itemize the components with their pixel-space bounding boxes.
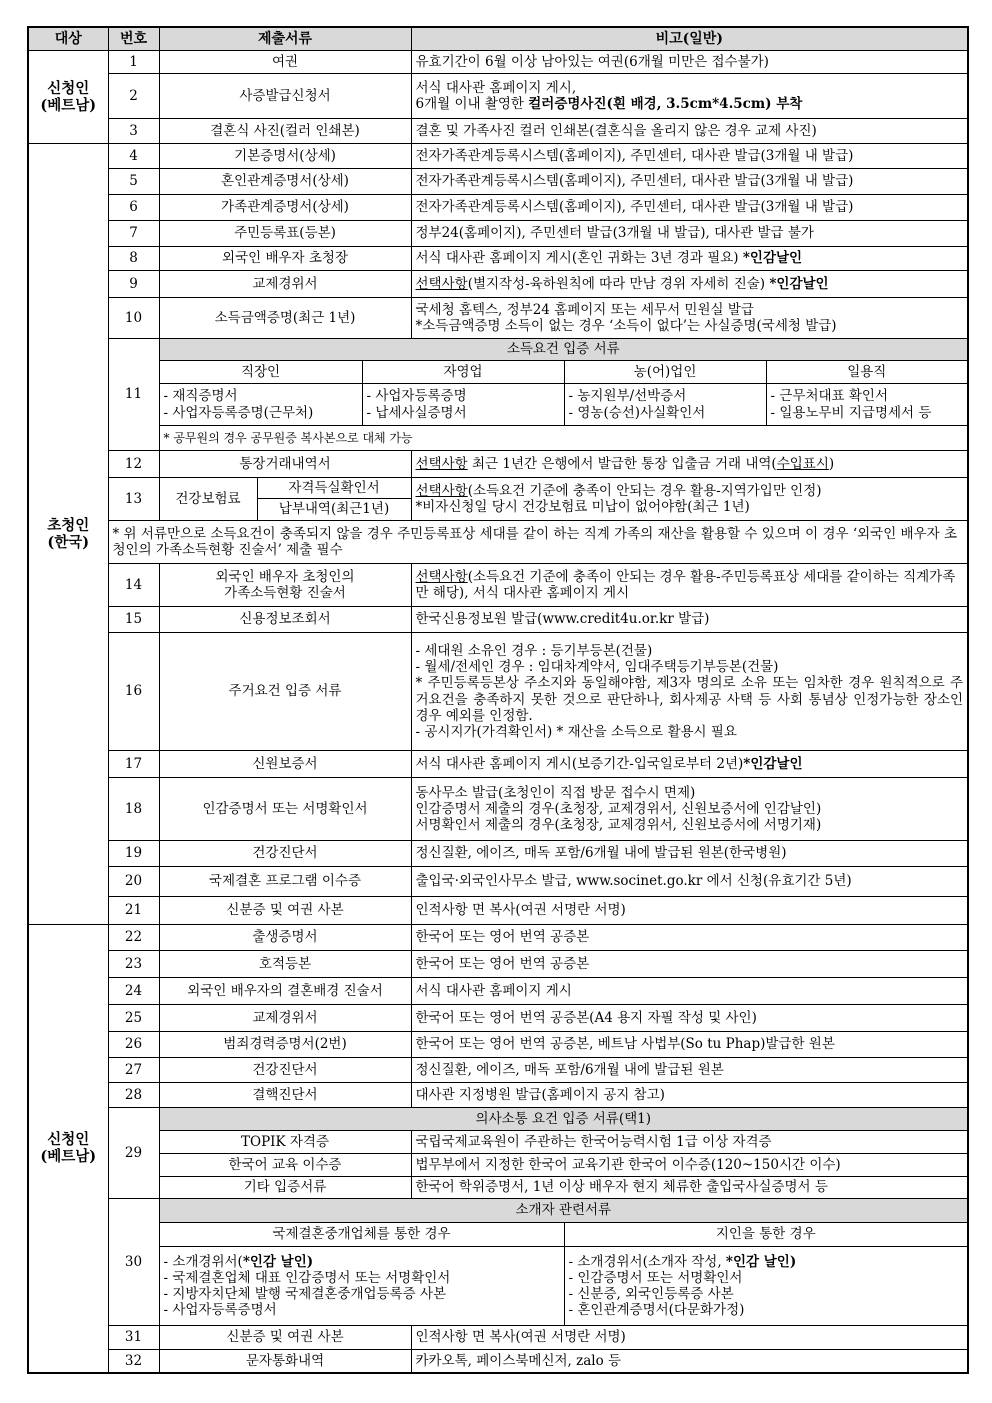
row-doc: 신분증 및 여권 사본	[159, 1326, 411, 1350]
row-note: 동사무소 발급(초청인이 직접 방문 접수시 면제) 인감증명서 제출의 경우(초청장, 교제경위서, 신원보증서에 인감날인) 서명확인서 제출의 경우(초청장, 교제경위서, 신원보증서에 서명기재)	[411, 778, 968, 841]
income-items-list: - 재직증명서 - 사업자등록증명(근무처)	[159, 384, 362, 426]
income-footnote: * 공무원의 경우 공무원증 복사본으로 대체 가능	[159, 426, 968, 451]
row-note: 한국어 또는 영어 번역 공증본	[411, 951, 968, 978]
row-doc: 통장거래내역서	[159, 451, 411, 478]
row-no: 3	[108, 119, 159, 144]
row-no: 21	[108, 897, 159, 925]
row-note: 전자가족관계등록시스템(홈페이지), 주민센터, 대사관 발급(3개월 내 발급)	[411, 169, 968, 195]
income-items-list: - 사업자등록증명 - 납세사실증명서	[362, 384, 564, 426]
row-note	[411, 751, 968, 778]
list-text: - 인감증명서 또는 서명확인서 - 신분증, 외국인등록증 사본 - 혼인관계증명서(다문화가정)	[568, 1269, 745, 1319]
row-note: 서식 대사관 홈페이지 게시	[411, 978, 968, 1005]
row-doc: 건강보험료	[159, 478, 257, 521]
income-note-row	[28, 521, 968, 564]
row-no: 8	[108, 247, 159, 271]
table-row	[28, 451, 968, 478]
row-note	[411, 74, 968, 119]
row-doc: 사증발급신청서	[159, 74, 411, 119]
table-row	[28, 633, 968, 751]
row-doc: 기본증명서(상세)	[159, 144, 411, 169]
row-note	[411, 478, 968, 521]
row-no: 10	[108, 298, 159, 339]
row-note: 정신질환, 에이즈, 매독 포함/6개월 내에 발급된 원본	[411, 1058, 968, 1083]
row-no: 9	[108, 271, 159, 298]
row-no: 30	[108, 1199, 159, 1326]
row-no: 4	[108, 144, 159, 169]
row-doc: 신분증 및 여권 사본	[159, 897, 411, 925]
income-category: 일용직	[766, 361, 968, 384]
table-row	[28, 841, 968, 867]
row-no: 2	[108, 74, 159, 119]
row-doc: 주거요건 입증 서류	[159, 633, 411, 751]
list-text: - 국제결혼업체 대표 인감증명서 또는 서명확인서 - 지방자치단체 발행 국제결혼중개업등록증 사본 - 사업자등록증명서	[163, 1269, 451, 1319]
row-doc: 인감증명서 또는 서명확인서	[159, 778, 411, 841]
note-bold: *인감날인	[743, 755, 803, 772]
note-text: 서식 대사관 홈페이지 게시, 6개월 이내 촬영한	[415, 79, 577, 112]
introducer-agency-label: 국제결혼중개업체를 통한 경우	[159, 1223, 564, 1247]
table-row	[28, 925, 968, 951]
row-doc: 가족관계증명서(상세)	[159, 195, 411, 221]
row-doc: 결핵진단서	[159, 1083, 411, 1108]
list-text: - 소개경위서(	[163, 1253, 243, 1270]
row-no: 19	[108, 841, 159, 867]
table-row	[28, 951, 968, 978]
row-note: 전자가족관계등록시스템(홈페이지), 주민센터, 대사관 발급(3개월 내 발급)	[411, 144, 968, 169]
row-note: - 세대원 소유인 경우 : 등기부등본(건물) - 월세/전세인 경우 : 임대차계약서, 임대주택등기부등본(건물) * 주민등록등본상 주소지와 동일해야함, 제3자 명의로 소유 또는 임차한 경우 원칙적으로 주거요건을 충족하지 못한 것으로 판단하나, 회사제공 사택 등 사회 통념상 인정가능한 장소인 경우 예외를 인정함. - 공시지가(가격확인서) * 재산을 소득으로 활용시 필요	[411, 633, 968, 751]
row-note: 국세청 홈텍스, 정부24 홈페이지 또는 세무서 민원실 발급 *소득금액증명 소득이 없는 경우 ‘소득이 없다’는 사실증명(국세청 발급)	[411, 298, 968, 339]
introducer-acquaintance-label: 지인을 통한 경우	[564, 1223, 968, 1247]
row-no: 15	[108, 607, 159, 633]
row-no: 13	[108, 478, 159, 521]
note-underline: 선택사항	[415, 482, 468, 499]
row-doc: 여권	[159, 51, 411, 74]
row-doc: 결혼식 사진(컬러 인쇄본)	[159, 119, 411, 144]
table-row	[28, 978, 968, 1005]
row-no: 6	[108, 195, 159, 221]
row-no: 32	[108, 1350, 159, 1373]
row-no: 11	[108, 339, 159, 451]
row-no: 23	[108, 951, 159, 978]
note-bold: 컬러증명사진(흰 배경, 3.5cm*4.5cm) 부착	[528, 96, 803, 112]
row-doc: 범죄경력증명서(2번)	[159, 1032, 411, 1058]
header-note: 비고(일반)	[411, 27, 968, 51]
row-doc: 호적등본	[159, 951, 411, 978]
row-no: 24	[108, 978, 159, 1005]
row-note	[411, 564, 968, 607]
row-note: 전자가족관계등록시스템(홈페이지), 주민센터, 대사관 발급(3개월 내 발급)	[411, 195, 968, 221]
row-no: 5	[108, 169, 159, 195]
row-note: 한국어 또는 영어 번역 공증본(A4 용지 자필 작성 및 사인)	[411, 1005, 968, 1032]
row-doc: 혼인관계증명서(상세)	[159, 169, 411, 195]
table-row	[28, 478, 968, 499]
row-doc: 주민등록표(등본)	[159, 221, 411, 247]
row-note	[411, 451, 968, 478]
introducer-acquaintance-list	[564, 1247, 968, 1326]
row-note: 인적사항 면 복사(여권 서명란 서명)	[411, 1326, 968, 1350]
income-category: 직장인	[159, 361, 362, 384]
table-row	[28, 1005, 968, 1032]
table-row	[28, 195, 968, 221]
row-note	[411, 271, 968, 298]
note-text: 최근 1년간 은행에서 발급한 통장 입출금 거래 내역(	[467, 455, 777, 472]
row-note: 정부24(홈페이지), 주민센터 발급(3개월 내 발급), 대사관 발급 불가	[411, 221, 968, 247]
list-bold: *인감 날인)	[725, 1253, 797, 1270]
row-no: 16	[108, 633, 159, 751]
table-row	[28, 1326, 968, 1350]
introducer-section-title: 소개자 관련서류	[159, 1199, 968, 1223]
communication-section-header	[28, 1108, 968, 1131]
table-row	[28, 298, 968, 339]
note-bold: *인감날인	[742, 250, 803, 267]
table-row	[28, 1350, 968, 1373]
group-applicant: 신청인 (베트남)	[28, 925, 108, 1373]
income-section-header	[28, 339, 968, 361]
row-note: 국립국제교육원이 주관하는 한국어능력시험 1급 이상 자격증	[411, 1131, 968, 1154]
row-no: 25	[108, 1005, 159, 1032]
row-doc: 문자통화내역	[159, 1350, 411, 1373]
row-doc: 교제경위서	[159, 271, 411, 298]
row-no: 18	[108, 778, 159, 841]
row-no: 20	[108, 867, 159, 897]
note-text: (별지작성-육하원칙에 따라 만남 경위 자세히 진술)	[467, 275, 770, 292]
table-row	[28, 564, 968, 607]
row-note: 정신질환, 에이즈, 매독 포함/6개월 내에 발급된 원본(한국병원)	[411, 841, 968, 867]
group-applicant: 신청인 (베트남)	[28, 51, 108, 144]
row-no: 31	[108, 1326, 159, 1350]
header-target: 대상	[28, 27, 108, 51]
row-note: 유효기간이 6월 이상 남아있는 여권(6개월 미만은 접수불가)	[411, 51, 968, 74]
introducer-section-header	[28, 1199, 968, 1223]
header-no: 번호	[108, 27, 159, 51]
introducer-items	[28, 1247, 968, 1326]
table-row	[28, 271, 968, 298]
list-text: - 소개경위서(소개자 작성,	[568, 1253, 726, 1270]
table-row	[28, 144, 968, 169]
table-row	[28, 1177, 968, 1199]
row-doc: 외국인 배우자의 결혼배경 진술서	[159, 978, 411, 1005]
row-doc: 기타 입증서류	[159, 1177, 411, 1199]
table-row	[28, 751, 968, 778]
row-no: 1	[108, 51, 159, 74]
table-row	[28, 169, 968, 195]
row-no: 27	[108, 1058, 159, 1083]
table-row	[28, 607, 968, 633]
note-text: 서식 대사관 홈페이지 게시(보증기간-입국일로부터 2년)	[415, 755, 744, 772]
table-row	[28, 1058, 968, 1083]
row-note: 한국어 학위증명서, 1년 이상 배우자 현지 체류한 출입국사실증명서 등	[411, 1177, 968, 1199]
income-category: 농(어)업인	[564, 361, 766, 384]
row-note: 법무부에서 지정한 한국어 교육기관 한국어 이수증(120~150시간 이수)	[411, 1154, 968, 1177]
header-docs: 제출서류	[159, 27, 411, 51]
table-header	[28, 27, 968, 51]
row-doc: TOPIK 자격증	[159, 1131, 411, 1154]
income-items-list: - 근무처대표 확인서 - 일용노무비 지급명세서 등	[766, 384, 968, 426]
communication-section-title: 의사소통 요건 입증 서류(택1)	[159, 1108, 968, 1131]
row-doc: 소득금액증명(최근 1년)	[159, 298, 411, 339]
row-doc: 건강진단서	[159, 841, 411, 867]
table-row	[28, 1032, 968, 1058]
income-note: * 위 서류만으로 소득요건이 충족되지 않을 경우 주민등록표상 세대를 같이 하는 직계 가족의 재산을 활용할 수 있으며 이 경우 ‘외국인 배우자 초청인의 가족소득현황 진술서’ 제출 필수	[108, 521, 968, 564]
row-note: 한국신용정보원 발급(www.credit4u.or.kr 발급)	[411, 607, 968, 633]
row-doc: 한국어 교육 이수증	[159, 1154, 411, 1177]
table-row	[28, 74, 968, 119]
note-bold: *인감날인	[769, 275, 829, 292]
row-no: 26	[108, 1032, 159, 1058]
table-row	[28, 1083, 968, 1108]
income-section-title: 소득요건 입증 서류	[159, 339, 968, 361]
row-doc: 외국인 배우자 초청인의 가족소득현황 진술서	[159, 564, 411, 607]
row-note: 결혼 및 가족사진 컬러 인쇄본(결혼식을 올리지 않은 경우 교제 사진)	[411, 119, 968, 144]
row-doc: 외국인 배우자 초청장	[159, 247, 411, 271]
income-category: 자영업	[362, 361, 564, 384]
note-text: 서식 대사관 홈페이지 게시(혼인 귀화는 3년 경과 필요)	[415, 250, 743, 267]
list-bold: *인감 날인)	[242, 1253, 314, 1270]
note-text: )	[828, 455, 835, 472]
table-row	[28, 867, 968, 897]
note-underline: 선택사항	[415, 455, 468, 472]
table-row	[28, 221, 968, 247]
income-footnote-row	[28, 426, 968, 451]
row-no: 12	[108, 451, 159, 478]
note-text: (소득요건 기준에 충족이 안되는 경우 활용-주민등록표상 세대를 같이하는 직계가족만 해당), 서식 대사관 홈페이지 게시	[415, 568, 956, 601]
group-inviter: 초청인 (한국)	[28, 144, 108, 925]
row-no: 28	[108, 1083, 159, 1108]
table-row	[28, 247, 968, 271]
row-note: 출입국·외국인사무소 발급, www.socinet.go.kr 에서 신청(유효기간 5년)	[411, 867, 968, 897]
income-categories	[28, 361, 968, 384]
note-underline: 수입표시	[776, 455, 829, 472]
note-underline: 선택사항	[415, 568, 468, 585]
income-items-list: - 농지원부/선박증서 - 영농(승선)사실확인서	[564, 384, 766, 426]
note-text: (소득요건 기준에 충족이 안되는 경우 활용-지역가입만 인정) *비자신청일 당시 건강보험료 미납이 없어야함(최근 1년)	[415, 482, 822, 515]
row-doc: 신용정보조회서	[159, 607, 411, 633]
row-subdoc: 납부내역(최근1년)	[257, 499, 411, 521]
row-doc: 건강진단서	[159, 1058, 411, 1083]
row-note: 한국어 또는 영어 번역 공증본, 베트남 사법부(So tu Phap)발급한 원본	[411, 1032, 968, 1058]
row-no: 22	[108, 925, 159, 951]
row-note: 대사관 지정병원 발급(홈페이지 공지 참고)	[411, 1083, 968, 1108]
row-note: 한국어 또는 영어 번역 공증본	[411, 925, 968, 951]
row-note: 인적사항 면 복사(여권 서명란 서명)	[411, 897, 968, 925]
table-row	[28, 897, 968, 925]
table-row	[28, 1131, 968, 1154]
introducer-categories	[28, 1223, 968, 1247]
row-note: 카카오톡, 페이스북메신저, zalo 등	[411, 1350, 968, 1373]
table-row	[28, 1154, 968, 1177]
table-row	[28, 119, 968, 144]
row-no: 14	[108, 564, 159, 607]
table-row	[28, 51, 968, 74]
row-doc: 교제경위서	[159, 1005, 411, 1032]
row-no: 29	[108, 1108, 159, 1199]
row-no: 7	[108, 221, 159, 247]
table-row	[28, 778, 968, 841]
row-subdoc: 자격득실확인서	[257, 478, 411, 499]
note-underline: 선택사항	[415, 275, 468, 292]
row-no: 17	[108, 751, 159, 778]
document-requirements-table	[27, 26, 969, 1374]
row-doc: 출생증명서	[159, 925, 411, 951]
introducer-agency-list	[159, 1247, 564, 1326]
income-items	[28, 384, 968, 426]
row-doc: 국제결혼 프로그램 이수증	[159, 867, 411, 897]
row-note	[411, 247, 968, 271]
row-doc: 신원보증서	[159, 751, 411, 778]
